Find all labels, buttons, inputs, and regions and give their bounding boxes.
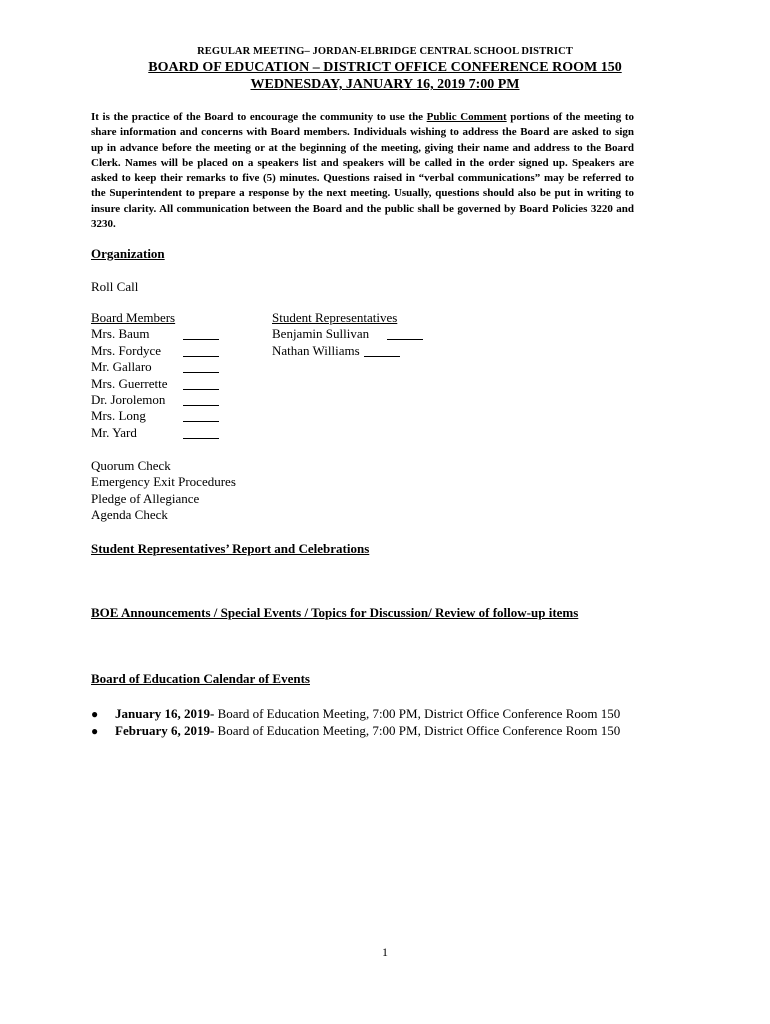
board-member-row (91, 343, 219, 359)
meeting-date-title: WEDNESDAY, JANUARY 16, 2019 7:00 PM (250, 77, 520, 92)
board-member-row (91, 359, 219, 375)
event-text (115, 723, 620, 739)
board-member-name: Mrs. Long (91, 408, 146, 424)
intro-text-after: portions of the meeting to share information and concerns with Board members. Individuals wishing to address the Board are asked to sign up in advance before the meeting or at the beginning of the meeting, giving their name and address to the Board Clerk. Names will be placed on a speakers list and speakers will be called in the order signed up. Speakers are asked to keep their remarks to five (5) minutes. Questions raised in “verbal communications” may be referred to the Superintendent to prepare a response by the next meeting. Usually, questions should also be put in writing to insure clarity. All communication between the Board and the public shall be governed by Board Policies 3220 and 3230. (91, 111, 635, 231)
attendance-blank (183, 408, 219, 422)
board-member-row (91, 376, 219, 392)
board-member-name: Mr. Yard (91, 424, 137, 440)
attendance-blank (183, 326, 219, 340)
attendance-blank (183, 425, 219, 439)
list-item (91, 723, 636, 739)
event-description: Board of Education Meeting, 7:00 PM, District Office Conference Room 150 (214, 706, 621, 721)
board-member-row (91, 326, 219, 342)
roll-call: Roll Call (91, 279, 139, 294)
page-number: 1 (382, 945, 388, 959)
student-reps-list (272, 310, 423, 359)
attendance-blank (364, 343, 400, 357)
organization-heading: Organization (91, 246, 165, 261)
quorum-check: Quorum Check (91, 458, 171, 473)
board-members-list (91, 310, 219, 441)
board-member-name: Mrs. Baum (91, 326, 150, 342)
boe-announcements-heading: BOE Announcements / Special Events / Topics for Discussion/ Review of follow-up items (91, 605, 579, 620)
board-member-row (91, 392, 219, 408)
agenda-checks (91, 458, 236, 524)
attendance-blank (183, 392, 219, 406)
board-member-name: Mr. Gallaro (91, 359, 152, 375)
attendance-blank (183, 359, 219, 373)
board-member-name: Mrs. Guerrette (91, 375, 168, 391)
agenda-check: Agenda Check (91, 507, 168, 523)
bullet-icon: ● (91, 707, 99, 721)
student-reps-heading: Student Representatives (272, 310, 398, 325)
attendance-blank (183, 376, 219, 390)
intro-paragraph (91, 110, 634, 232)
emergency-exit-procedures: Emergency Exit Procedures (91, 474, 236, 490)
calendar-events-list (91, 706, 636, 741)
student-rep-row (272, 343, 423, 359)
attendance-blank (387, 326, 423, 340)
board-member-row (91, 408, 219, 424)
board-member-row (91, 425, 219, 441)
student-report-heading: Student Representatives’ Report and Celebrations (91, 541, 370, 556)
event-description: Board of Education Meeting, 7:00 PM, District Office Conference Room 150 (214, 723, 621, 739)
board-member-name: Mrs. Fordyce (91, 342, 162, 358)
board-members-heading: Board Members (91, 310, 176, 325)
event-date: January 16, 2019- (115, 706, 215, 721)
board-member-name: Dr. Jorolemon (91, 392, 166, 408)
student-rep-name: Nathan Williams (272, 342, 360, 358)
attendance-blank (183, 343, 219, 357)
intro-text-before: It is the practice of the Board to encourage the community to use the (91, 111, 427, 123)
student-rep-name: Benjamin Sullivan (272, 326, 370, 342)
meeting-title: REGULAR MEETING– JORDAN-ELBRIDGE CENTRAL SCHOOL DISTRICT (197, 46, 573, 57)
event-date: February 6, 2019- (115, 723, 215, 739)
board-location-title: BOARD OF EDUCATION – DISTRICT OFFICE CONFERENCE ROOM 150 (148, 60, 622, 75)
calendar-heading: Board of Education Calendar of Events (91, 671, 310, 686)
bullet-icon: ● (91, 724, 99, 739)
list-item (91, 706, 636, 722)
student-rep-row (272, 326, 423, 342)
event-text (115, 706, 620, 722)
pledge-of-allegiance: Pledge of Allegiance (91, 490, 200, 506)
public-comment-link: Public Comment (426, 111, 507, 123)
